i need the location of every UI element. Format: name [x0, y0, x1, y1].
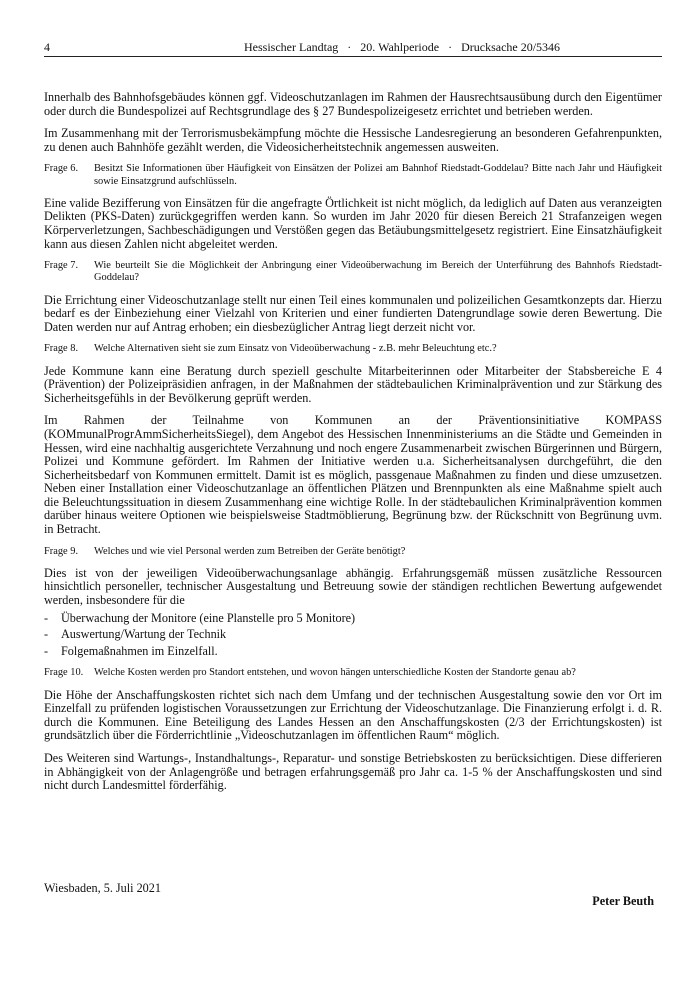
paragraph-terrorismus: Im Zusammenhang mit der Terrorismusbekämpfung möchte die Hessische Landesregierung an besonderen Gefahrenpunkten, zu denen auch Bahnhöfe gezählt werden, die Videosicherheitstechnik angemessen ausweiten.: [44, 126, 662, 154]
question-text: Welche Alternativen sieht sie zum Einsatz von Videoüberwachung - z.B. mehr Beleuchtung etc.?: [94, 343, 497, 355]
question-text: Besitzt Sie Informationen über Häufigkeit von Einsätzen der Polizei am Bahnhof Riedstadt-Goddelau? Bitte nach Jahr und Häufigkeit sowie Einsatzgrund aufschlüsseln.: [94, 163, 662, 187]
list-marker: -: [44, 610, 49, 625]
page-number: 4: [44, 40, 50, 54]
paragraph-hausrecht: Innerhalb des Bahnhofsgebäudes können ggf. Videoschutzanlagen im Rahmen der Hausrechtsausübung durch den Eigentümer oder durch die Bundespolizei auf Rechtsgrundlage des § 27 Bundespolizeigesetz errichtet und betrieben werden.: [44, 90, 662, 118]
question-number: Frage 6.: [44, 163, 79, 175]
document-body: [44, 91, 662, 802]
answer-9: Dies ist von der jeweiligen Videoüberwachungsanlage abhängig. Erfahrungsgemäß müssen zusätzliche Ressourcen hinsichtlich personeller, technischer Ausgestaltung und Betreuung sowie der ständigen rechtlichen Bewertung aufgewendet werden, insbesondere für die: [44, 565, 662, 608]
question-number: Frage 10.: [44, 667, 84, 679]
list-item-text: Überwachung der Monitore (eine Planstelle pro 5 Monitore): [61, 610, 356, 625]
question-text: Welche Kosten werden pro Standort entstehen, und wovon hängen unterschiedliche Kosten der Standorte genau ab?: [94, 667, 576, 679]
signature-block: [44, 881, 662, 908]
question-7: [44, 260, 662, 284]
place-date: Wiesbaden, 5. Juli 2021: [44, 881, 161, 895]
question-text: Welches und wie viel Personal werden zum Betreiben der Geräte benötigt?: [94, 545, 406, 557]
question-text: Wie beurteilt Sie die Möglichkeit der Anbringung einer Videoüberwachung im Bereich der Unterführung des Bahnhofs Riedstadt-Goddelau?: [94, 260, 662, 284]
question-9: [44, 546, 662, 558]
answer-7: Die Errichtung einer Videoschutzanlage stellt nur einen Teil eines kommunalen und polizeilichen Gesamtkonzepts dar. Hierzu bedarf es der Einbeziehung einer Vielzahl von Kriterien und einer fundierten Datengrundlage sowie deren Bewertung. Die Daten werden nur auf Antrag erhoben; ein diesbezüglicher Antrag liegt derzeit nicht vor.: [44, 292, 662, 334]
question-number: Frage 8.: [44, 343, 79, 355]
question-number: Frage 9.: [44, 545, 79, 557]
question-number: Frage 7.: [44, 260, 79, 272]
question-8: [44, 343, 662, 355]
list-item-text: Folgemaßnahmen im Einzelfall.: [61, 643, 218, 658]
question-10: [44, 667, 662, 679]
signatory-name: Peter Beuth: [592, 894, 654, 908]
list-item: [44, 645, 662, 659]
list-marker: -: [44, 643, 49, 658]
answer-9-list: [44, 612, 662, 659]
list-item: [44, 628, 662, 642]
list-item: [44, 612, 662, 626]
answer-8-part-1: Jede Kommune kann eine Beratung durch speziell geschulte Mitarbeiterinnen oder Mitarbeiter der Stabsbereiche E 4 (Prävention) der Polizeipräsidien anfragen, in der Maßnahmen der städtebaulichen Kriminalprävention und zur Stärkung des Sicherheitsgefühls in der Bevölkerung geprüft werden.: [44, 363, 662, 405]
answer-10-part-1: Die Höhe der Anschaffungskosten richtet sich nach dem Umfang und der technischen Ausgestaltung sowie den vor Ort im Einzelfall zu prüfenden logistischen Voraussetzungen zur Errichtung der Videoschutzanlage. Die Finanzierung erfolgt i. d. R. durch die Kommunen. Eine Beteiligung des Landes Hessen an den Anschaffungskosten (2/3 der Errichtungskosten) ist grundsätzlich über die Förderrichtlinie „Videoschutzanlagen im öffentlichen Raum“ möglich.: [44, 687, 662, 743]
page-header: [44, 40, 656, 56]
answer-8-part-2: Im Rahmen der Teilnahme von Kommunen an der Präventionsinitiative KOMPASS (KOMmunalProgrAmmSicherheitsSiegel), dem Angebot des Hessischen Innenministeriums an die Städte und Gemeinden in Hessen, wird eine nachhaltig ausgerichtete Verzahnung und noch engere Zusammenarbeit zwischen Bürgerinnen und Bürgern, Polizei und Kommune gefördert. Im Rahmen der Initiative werden u.a. Sicherheitsanalysen durchgeführt, die den Sicherheitsbedarf von Kommunen ermittelt. Damit ist es möglich, passgenaue Maßnahmen zu finden und diese umzusetzen. Neben einer Installation einer Videoschutzanlage an öffentlichen Plätzen und Brennpunkten als eine Maßnahme spielt auch die Beleuchtungssituation in diesem Zusammenhang eine wichtige Rolle. In der städtebaulichen Kriminalprävention kommen darüber hinaus weitere Optionen wie beispielsweise Stadtmöblierung, Begrünung bzw. der Rückschnitt von Begrünung uvm. in Betracht.: [44, 413, 662, 537]
question-6: [44, 163, 662, 187]
list-marker: -: [44, 627, 49, 642]
running-head: Hessischer Landtag · 20. Wahlperiode · Drucksache 20/5346: [244, 40, 561, 54]
list-item-text: Auswertung/Wartung der Technik: [61, 627, 227, 642]
header-rule: [44, 56, 662, 57]
answer-6: Eine valide Bezifferung von Einsätzen für die angefragte Örtlichkeit ist nicht möglich, da lediglich auf Daten aus veranzeigten Delikten (PKS-Daten) zurückgegriffen werden kann. So wurden im Jahr 2020 für diesen Bereich 21 Strafanzeigen wegen Körperverletzungen, Sachbeschädigungen und Verstößen gegen das Betäubungsmittelgesetz registriert. Eine Einsatzhäufigkeit kann aus diesen Zahlen nicht abgeleitet werden.: [44, 195, 662, 251]
answer-10-part-2: Des Weiteren sind Wartungs-, Instandhaltungs-, Reparatur- und sonstige Betriebskosten zu berücksichtigen. Diese differieren in Abhängigkeit von der Anlagengröße und betragen erfahrungsgemäß pro Jahr ca. 1-5 % der Anschaffungskosten und sind nicht durch Landesmittel förderfähig.: [44, 751, 662, 793]
